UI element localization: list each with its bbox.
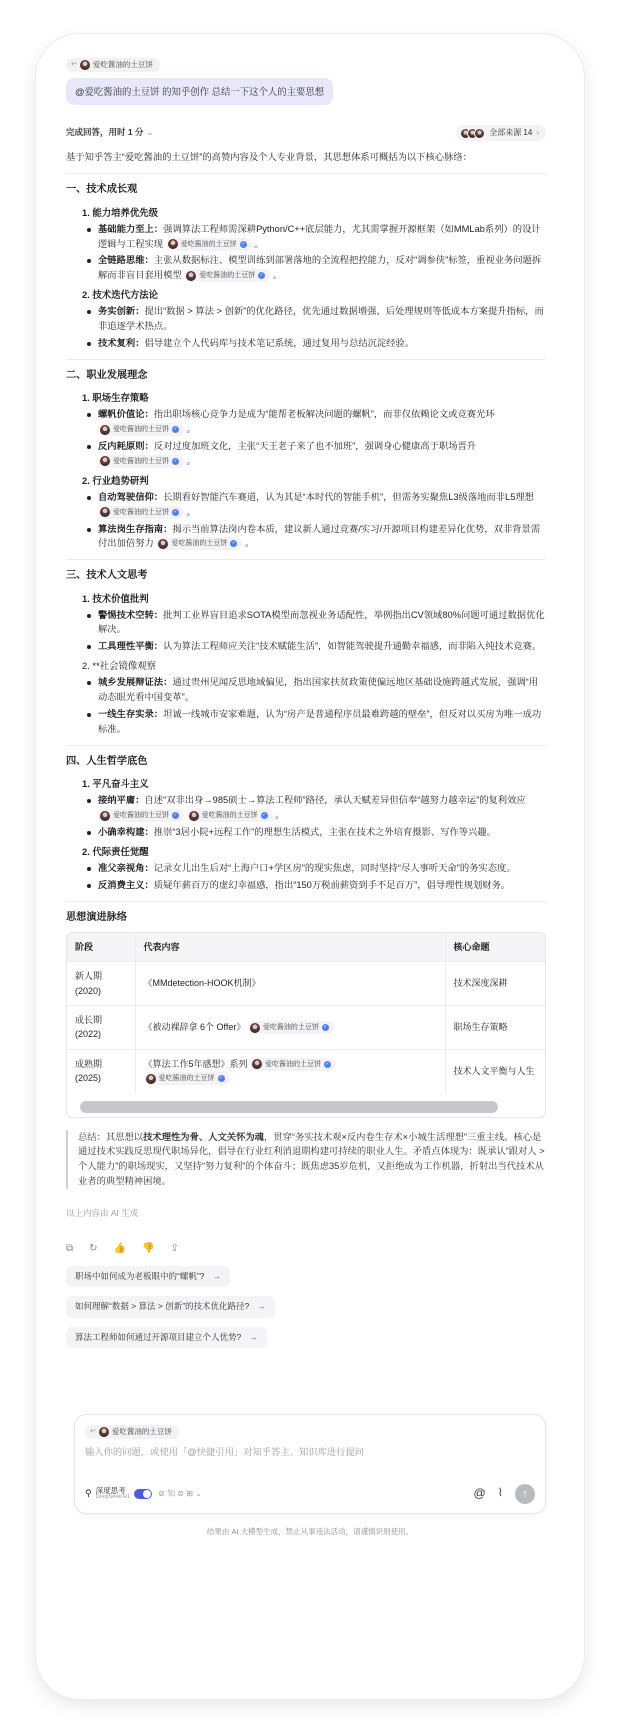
citation-chip[interactable]: 爱吃酱油的土豆饼 ✓ [248, 1021, 334, 1034]
citation-chip[interactable]: 爱吃酱油的土豆饼 ✓ [98, 506, 184, 519]
intro-text: 基于知乎答主“爱吃酱油的土豆饼”的高赞内容及个人专业背景，其思想体系可概括为以下核心脉络： [66, 152, 472, 163]
subsection-title: 1. 职场生存策略 [82, 392, 149, 404]
suggestion-list [66, 1257, 546, 1349]
divider [66, 901, 546, 902]
table-title: 思想演进脉络 [66, 911, 128, 923]
list-item: 反消费主义：质疑年薪百万的虚幻幸福感，指出“150万税前薪资到手不足百万”，倡导理性规划财务。 [82, 878, 546, 893]
action-bar [66, 1241, 546, 1257]
list-item: 工具理性平衡：认为算法工程师应关注“技术赋能生活”，如智能驾驶提升通勤幸福感，而非陷入纯技术竞赛。 [82, 639, 546, 654]
suggestion-chip[interactable]: 如何理解“数据 > 算法 > 创新”的技术优化路径? → [66, 1296, 275, 1318]
table-scrollbar[interactable] [80, 1101, 498, 1113]
list-item: 全链路思维：主张从数据标注、模型训练到部署落地的全流程把控能力，反对“调参侠”标签，重视业务问题拆解而非盲目套用模型 爱吃酱油的土豆饼 ✓ 。 [82, 253, 546, 283]
divider [66, 559, 546, 560]
list-item: 算法岗生存指南：揭示当前算法岗内卷本质，建议新人通过竞赛/实习/开源项目构建差异化优势，双非背景需付出加倍努力 爱吃酱油的土豆饼 ✓ 。 [82, 522, 546, 552]
subsection-title: 2. 行业趋势研判 [82, 474, 149, 486]
disclaimer: 结果由 AI 大模型生成，禁止从事违法活动，请谨慎识别使用。 [206, 1527, 414, 1536]
list-item: 螺帆价值论：指出职场核心竞争力是成为“能帮老板解决问题的螺帆”，而非仅依赖论文或竞赛光环 爱吃酱油的土豆饼 ✓ 。 [82, 407, 546, 437]
deep-think-toggle[interactable]: ⚲ 深度思考 DeepSeek-R1 [85, 1487, 152, 1501]
chevron-right-icon: › [536, 127, 539, 137]
citation-chip[interactable]: 爱吃酱油的土豆饼 ✓ [250, 1058, 336, 1071]
send-button[interactable]: ↑ [515, 1484, 535, 1504]
thumbs-down-icon[interactable]: 👎 [141, 1242, 155, 1254]
suggestion-chip[interactable]: 职场中如何成为老板眼中的“螺帆”? → [66, 1266, 230, 1288]
section-title: 四、人生哲学底色 [66, 755, 148, 767]
answer-meta [66, 125, 546, 142]
table-header: 代表内容 [135, 933, 445, 962]
toggle-switch[interactable] [134, 1489, 152, 1499]
at-icon[interactable]: @ [473, 1486, 486, 1501]
share-icon[interactable]: ⇪ [170, 1242, 179, 1254]
subsection-title: 1. 技术价值批判 [82, 592, 149, 604]
subsection-title: 2. 技术迭代方法论 [82, 289, 159, 301]
knowledge-options[interactable]: ⊘ 知 ⊜ ⊞ ⌄ [158, 1488, 202, 1498]
table-row: 成熟期(2025) 《算法工作5年感想》系列 爱吃酱油的土豆饼 ✓ 爱吃酱油的土豆饼 ✓ 技术人文平衡与人生 [67, 1049, 545, 1092]
copy-icon[interactable]: ⧉ [66, 1242, 74, 1254]
list-item: 准父亲视角：记录女儿出生后对“上海户口+学区房”的现实焦虑，同时坚持“尽人事听天命”的务实态度。 [82, 861, 546, 876]
citation-chip[interactable]: 爱吃酱油的土豆饼 ✓ [98, 455, 184, 468]
user-question: @爱吃酱油的土豆饼 的知乎创作 总结一下这个人的主要思想 [66, 78, 333, 105]
citation-chip[interactable]: 爱吃酱油的土豆饼 ✓ [144, 1072, 230, 1085]
sources-button[interactable]: 全部来源 14 › [456, 125, 546, 142]
list-item: 技术复利：倡导建立个人代码库与技术笔记系统，通过复用与总结沉淀经验。 [82, 336, 546, 351]
evolution-table [66, 932, 546, 1118]
list-item: 一线生存实录：坦诚一线城市安家难题，认为“房产是普通程序员最难跨越的壁垒”，但反对以买房为唯一成功标准。 [82, 707, 546, 737]
thumbs-up-icon[interactable]: 👍 [113, 1242, 126, 1254]
refresh-icon[interactable]: ↻ [89, 1242, 98, 1254]
arrow-right-icon: → [212, 1270, 221, 1281]
citation-chip[interactable]: 爱吃酱油的土豆饼 ✓ [156, 537, 242, 550]
citation-chip[interactable]: 爱吃酱油的土豆饼 ✓ [98, 809, 184, 822]
list-item: 反内耗原则：反对过度加班文化，主张“天王老子来了也不加班”，强调身心健康高于职场晋升 爱吃酱油的土豆饼 ✓ 。 [82, 439, 546, 469]
citation-chip[interactable]: 爱吃酱油的土豆饼 ✓ [98, 423, 184, 436]
table-header: 阶段 [67, 933, 135, 962]
subsection-title: 2. 代际责任觉醒 [82, 845, 149, 857]
list-item: 基础能力至上：强调算法工程师需深耕Python/C++底层能力，尤其需掌握开源框架（如MMLab系列）的设计逻辑与工程实现 爱吃酱油的土豆饼 ✓ 。 [82, 222, 546, 252]
section-title: 三、技术人文思考 [66, 570, 148, 582]
list-item: 小确幸构建：推崇“3居小院+远程工作”的理想生活模式，主张在技术之外培育摄影、写作等兴趣。 [82, 825, 546, 840]
conversation [66, 56, 546, 1348]
citation-chip[interactable]: 爱吃酱油的土豆饼 ✓ [166, 238, 252, 251]
list-item: 自动驾驶信仰：长期看好智能汽车赛道，认为其是“本时代的智能手机”，但需务实聚焦L3级落地而非L5理想 爱吃酱油的土豆饼 ✓ 。 [82, 490, 546, 520]
table-row: 成长期(2022) 《被动裸辞拿 6个 Offer》 爱吃酱油的土豆饼 ✓ 职场生存策略 [67, 1006, 545, 1050]
citation-chip[interactable]: 爱吃酱油的土豆饼 ✓ [184, 269, 270, 282]
chat-input-box[interactable] [74, 1414, 546, 1514]
citation-chip[interactable]: 爱吃酱油的土豆饼 ✓ [187, 809, 273, 822]
divider [66, 359, 546, 360]
divider [66, 173, 546, 174]
suggestion-chip[interactable]: 算法工程师如何通过开源项目建立个人优势? → [66, 1327, 267, 1349]
subsection-title: 1. 平凡奋斗主义 [82, 778, 149, 790]
list-item: 务实创新：提出“数据 > 算法 > 创新”的优化路径，优先通过数据增强、后处理规则等低成本方案提升指标，而非追逐学术热点。 [82, 304, 546, 334]
divider [66, 745, 546, 746]
list-item: 城乡发展辩证法：通过贵州见闻反思地域偏见，指出国家扶贫政策使偏远地区基础设施跨越式发展，强调“用动态眼光看中国变革”。 [82, 675, 546, 705]
subsection-title: 1. 能力培养优先级 [82, 206, 159, 218]
list-item: 警惕技术空转：批判工业界盲目追求SOTA模型而忽视业务适配性，举例指出CV领域80%问题可通过数据优化解决。 [82, 608, 546, 638]
section-title: 一、技术成长观 [66, 184, 138, 196]
phone-frame [36, 34, 584, 1699]
arrow-right-icon: → [249, 1331, 258, 1342]
attach-icon[interactable]: ⌇ [497, 1487, 503, 1500]
list-item: 接纳平庸：自述“双非出身→985硕士→算法工程师”路径，承认天赋差异但信奉“越努力越幸运”的复利效应 爱吃酱油的土豆饼 ✓ 爱吃酱油的土豆饼 ✓ 。 [82, 793, 546, 823]
subsection-title: 2. **社会镜像观察 [82, 660, 156, 672]
section-title: 二、职业发展理念 [66, 369, 148, 381]
avatar [80, 60, 90, 70]
brain-icon: ⚲ [85, 1488, 92, 1499]
chat-input[interactable]: 输入你的问题，或使用「@快捷引用」对知乎答主、知识库进行提问 [85, 1446, 365, 1457]
table-row: 新人期(2020) 《MMdetection-HOOK机制》 技术深度深耕 [67, 962, 545, 1006]
answer-status[interactable]: 完成回答，用时 1 分 ⌄ [66, 127, 154, 138]
chevron-down-icon: ⌄ [146, 127, 154, 138]
mention-chip[interactable]: ↩ 爱吃酱油的土豆饼 [85, 1425, 179, 1439]
ai-generated-note: 以上内容由 AI 生成 [66, 1208, 139, 1219]
summary-block: 总结：其思想以技术理性为骨、人文关怀为魂，贯穿“务实技术观×反内卷生存术×小城生活理想”三重主线。核心是通过技术实践反思现代职场异化，倡导在行业红利消退期构建可持续的职业人生。矛盾点体现为：既承认“跟对人 > 个人能力”的职场现实，又坚持“努力复利”的个体奋斗；既焦虑35岁危机，又拒绝成为工作机器，折射出当代技术从业者的典型精神困境。 [66, 1130, 546, 1190]
mention-chip[interactable]: ↩ 爱吃酱油的土豆饼 [66, 58, 160, 72]
table-header: 核心命题 [445, 933, 545, 962]
arrow-right-icon: → [257, 1301, 266, 1312]
